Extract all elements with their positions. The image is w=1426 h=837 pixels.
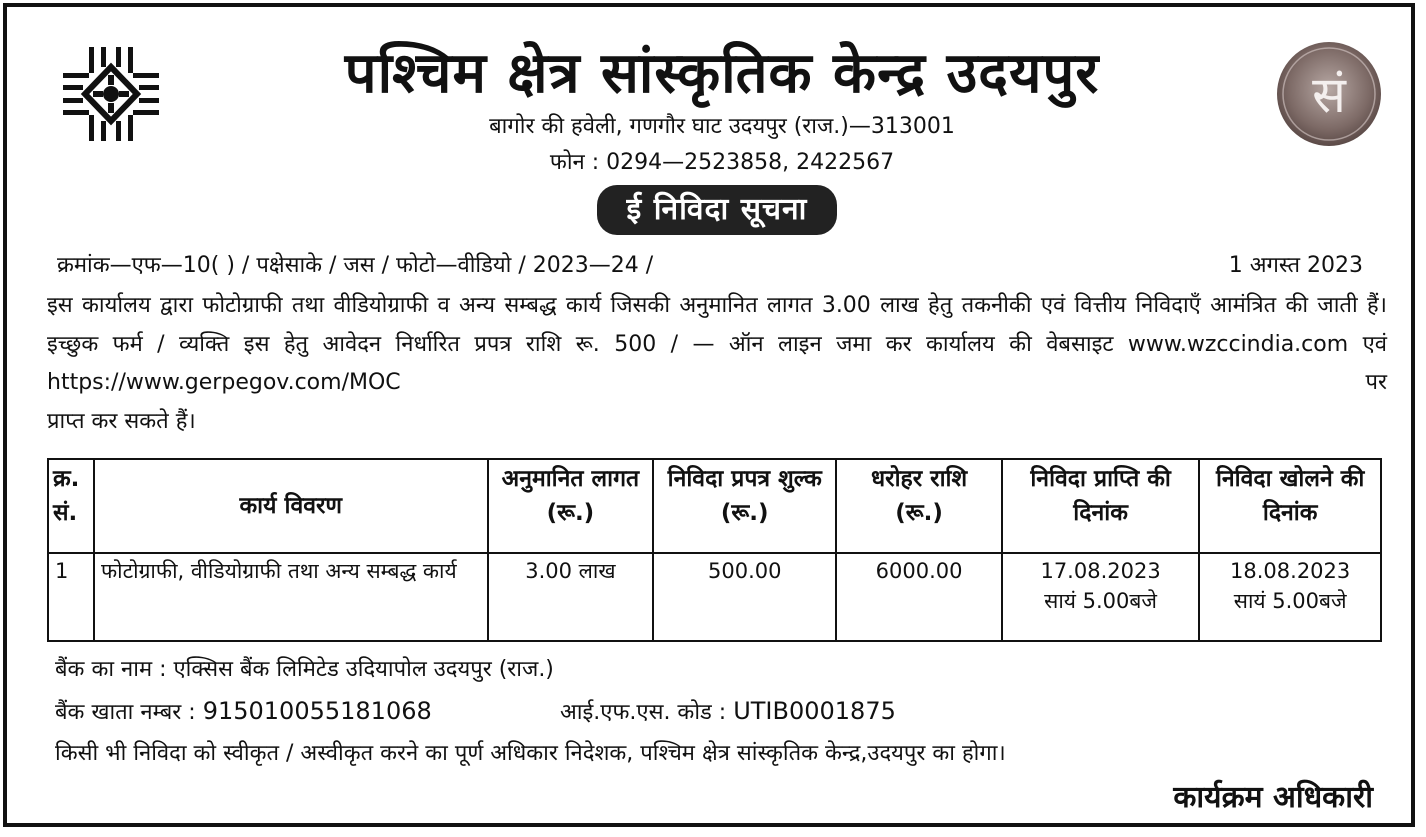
notice-paragraph-end: प्राप्त कर सकते हैं। (47, 408, 196, 434)
header-emd: धरोहर राशि (रू.) (836, 459, 1001, 553)
table-header-row (48, 459, 1381, 553)
svg-text:सं: सं (1312, 66, 1346, 124)
tender-table (47, 458, 1382, 642)
reference-number: क्रमांक—एफ—10( ) / पक्षेसाके / जस / फोटो—वीडियो / 2023—24 / (57, 253, 654, 278)
bank-account (55, 695, 432, 729)
receipt-time-value: सायं 5.00बजे (1044, 589, 1157, 613)
bank-name: बैंक का नाम : एक्सिस बैंक लिमिटेड उदियापोल उदयपुर (राज.) (55, 657, 554, 682)
cell-work: फोटोग्राफी, वीडियोग्राफी तथा अन्य सम्बद्ध कार्य (94, 553, 488, 641)
notice-title-badge: ई निविदा सूचना (597, 185, 838, 235)
organisation-address: बागोर की हवेली, गणगौर घाट उदयपुर (राज.)—313001 (489, 114, 955, 139)
cell-receipt-date (1002, 553, 1200, 641)
receipt-date-value: 17.08.2023 (1040, 559, 1161, 583)
signatory: कार्यक्रम अधिकारी (1173, 780, 1373, 815)
table-row (48, 553, 1381, 641)
bank-ifsc (560, 695, 896, 729)
bank-ifsc-label: आई.एफ.एस. कोड : (560, 700, 727, 725)
cell-fee: 500.00 (653, 553, 836, 641)
header-cost: अनुमानित लागत (रू.) (488, 459, 653, 553)
notice-title-wrap (7, 185, 1426, 235)
cell-sno: 1 (48, 553, 94, 641)
header-sno: क्र. सं. (48, 459, 94, 553)
header-work: कार्य विवरण (94, 459, 488, 553)
header-fee: निविदा प्रपत्र शुल्क (रू.) (653, 459, 836, 553)
notice-paragraph (47, 287, 1387, 441)
opening-date-value: 18.08.2023 (1230, 559, 1351, 583)
rights-statement: किसी भी निविदा को स्वीकृत / अस्वीकृत करने का पूर्ण अधिकार निदेशक, पश्चिम क्षेत्र सांस्कृतिक केन्द्र,उदयपुर का होगा। (55, 741, 1006, 766)
wzcc-emblem-icon (59, 45, 163, 143)
organisation-name: पश्चिम क्षेत्र सांस्कृतिक केन्द्र उदयपुर (344, 41, 1100, 106)
notice-paragraph-text: इस कार्यालय द्वारा फोटोग्राफी तथा वीडियोग्राफी व अन्य सम्बद्ध कार्य जिसकी अनुमानित लागत 3.00 लाख हेतु तकनीकी एवं वित्तीय निविदाएँ आमंत्रित की जाती हैं। इच्छुक फर्म / व्यक्ति इस हेतु आवेदन निर्धारित प्रपत्र राशि रू. 500 / — ऑन लाइन जमा कर कार्यालय की वेबसाइट www.wzccindia.com एवं https://www.gerpegov.com/MOC पर (47, 293, 1387, 395)
opening-time-value: सायं 5.00बजे (1233, 589, 1347, 613)
notice-date: 1 अगस्त 2023 (1228, 253, 1363, 278)
notice-frame (3, 3, 1415, 827)
cell-cost: 3.00 लाख (488, 553, 653, 641)
cell-emd: 6000.00 (836, 553, 1001, 641)
bank-account-number: 915010055181068 (202, 697, 432, 725)
header-receipt-date: निविदा प्राप्ति की दिनांक (1002, 459, 1200, 553)
bank-account-label: बैंक खाता नम्बर : (55, 700, 196, 725)
sanskriti-seal-icon (1275, 40, 1383, 148)
cell-opening-date (1199, 553, 1381, 641)
bank-ifsc-code: UTIB0001875 (733, 697, 896, 725)
organisation-phone: फोन : 0294—2523858, 2422567 (549, 150, 895, 175)
header-opening-date: निविदा खोलने की दिनांक (1199, 459, 1381, 553)
